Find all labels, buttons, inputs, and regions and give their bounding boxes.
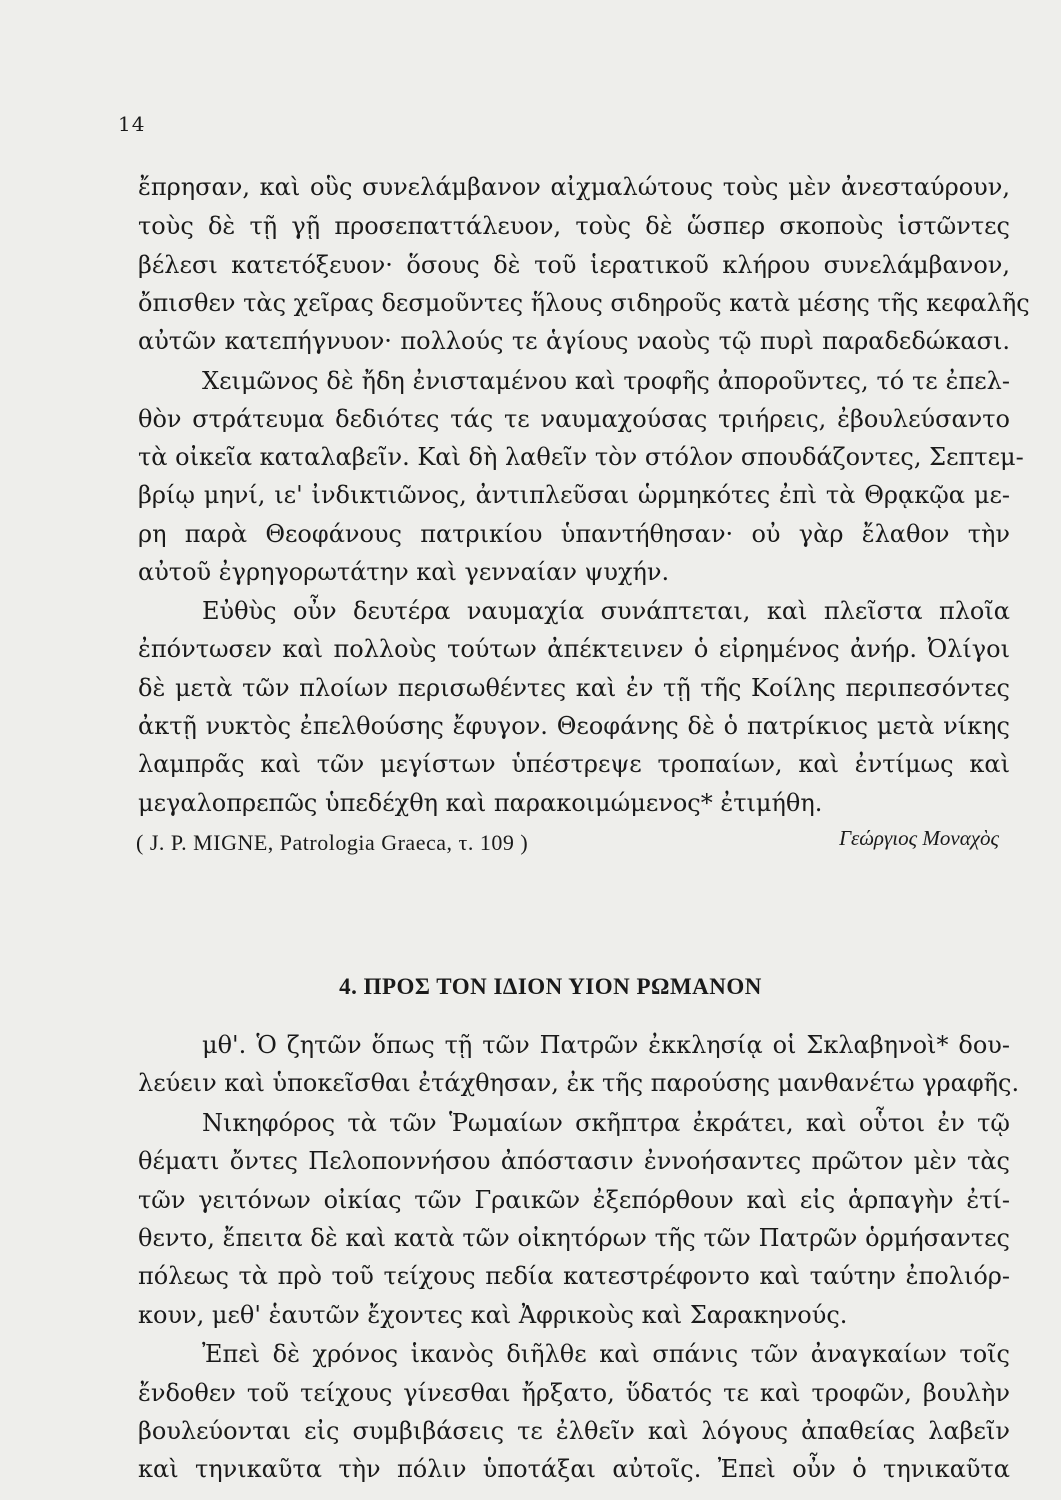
text-line: αὐτῶν κατεπήγνυον· πολλούς τε ἁγίους ναοὺς τῷ πυρὶ παραδεδώκασι. xyxy=(138,327,1010,355)
text-line: ἐπόντωσεν καὶ πολλοὺς τούτων ἀπέκτεινεν ὁ εἰρημένος ἀνήρ. Ὀλίγοι xyxy=(138,635,1010,663)
page-number: 14 xyxy=(118,112,146,136)
text-line: αὐτοῦ ἐγρηγορωτάτην καὶ γενναίαν ψυχήν. xyxy=(138,558,670,586)
text-line: Νικηφόρος τὰ τῶν Ῥωμαίων σκῆπτρα ἐκράτει, καὶ οὗτοι ἐν τῷ xyxy=(202,1109,1010,1137)
text-line: θέματι ὄντες Πελοποννήσου ἀπόστασιν ἐννοήσαντες πρῶτον μὲν τὰς xyxy=(138,1147,1010,1175)
text-line: βρίῳ μηνί, ιε' ἰνδικτιῶνος, ἀντιπλεῦσαι ὡρμηκότες ἐπὶ τὰ Θρᾳκῷα με- xyxy=(138,481,1010,509)
text-line: ἔπρησαν, καὶ οὓς συνελάμβανον αἰχμαλώτους τοὺς μὲν ἀνεσταύρουν, xyxy=(138,173,1010,201)
text-line: Χειμῶνος δὲ ἤδη ἐνισταμένου καὶ τροφῆς ἀποροῦντες, τό τε ἐπελ- xyxy=(202,367,1010,395)
text-line: τὰ οἰκεῖα καταλαβεῖν. Καὶ δὴ λαθεῖν τὸν στόλον σπουδάζοντες, Σεπτεμ- xyxy=(138,443,1024,471)
text-line: λεύειν καὶ ὑποκεῖσθαι ἐτάχθησαν, ἐκ τῆς παρούσης μανθανέτω γραφῆς. xyxy=(138,1069,1020,1097)
text-line: μθ'. Ὁ ζητῶν ὅπως τῇ τῶν Πατρῶν ἐκκλησίᾳ οἱ Σκλαβηνοὶ* δου- xyxy=(202,1031,1010,1059)
text-line: ἀκτῇ νυκτὸς ἐπελθούσης ἔφυγον. Θεοφάνης δὲ ὁ πατρίκιος μετὰ νίκης xyxy=(138,712,1010,740)
text-line: κουν, μεθ' ἑαυτῶν ἔχοντες καὶ Ἀφρικοὺς καὶ Σαρακηνούς. xyxy=(138,1301,848,1329)
text-line: ἔνδοθεν τοῦ τείχους γίνεσθαι ἤρξατο, ὕδατός τε καὶ τροφῶν, βουλὴν xyxy=(138,1379,1010,1407)
text-line: βέλεσι κατετόξευον· ὅσους δὲ τοῦ ἱερατικοῦ κλήρου συνελάμβανον, xyxy=(138,251,1010,279)
text-line: καὶ τηνικαῦτα τὴν πόλιν ὑποτάξαι αὐτοῖς. Ἐπεὶ οὖν ὁ τηνικαῦτα xyxy=(138,1455,1010,1483)
text-line: Ἐπεὶ δὲ χρόνος ἱκανὸς διῆλθε καὶ σπάνις τῶν ἀναγκαίων τοῖς xyxy=(202,1340,1010,1368)
text-line: μεγαλοπρεπῶς ὑπεδέχθη καὶ παρακοιμώμενος* ἐτιμήθη. xyxy=(138,789,823,817)
author-signature: Γεώργιος Μοναχὸς xyxy=(839,826,999,850)
section-heading: 4. ΠΡΟΣ ΤΟΝ ΙΔΙΟΝ ΥΙΟΝ ΡΩΜΑΝΟΝ xyxy=(339,974,762,999)
text-line: τῶν γειτόνων οἰκίας τῶν Γραικῶν ἐξεπόρθουν καὶ εἰς ἁρπαγὴν ἐτί- xyxy=(138,1186,1010,1214)
text-line: δὲ μετὰ τῶν πλοίων περισωθέντες καὶ ἐν τῇ τῆς Κοίλης περιπεσόντες xyxy=(138,674,1010,702)
text-line: τοὺς δὲ τῇ γῇ προσεπαττάλευον, τοὺς δὲ ὥσπερ σκοποὺς ἱστῶντες xyxy=(138,212,1010,240)
text-line: Εὐθὺς οὖν δευτέρα ναυμαχία συνάπτεται, καὶ πλεῖστα πλοῖα xyxy=(202,597,1010,625)
text-line: θεντο, ἔπειτα δὲ καὶ κατὰ τῶν οἰκητόρων τῆς τῶν Πατρῶν ὁρμήσαντες xyxy=(138,1224,1010,1252)
source-citation: ( J. P. MIGNE, Patrologia Graeca, τ. 109 ) xyxy=(136,830,529,855)
text-line: βουλεύονται εἰς συμβιβάσεις τε ἐλθεῖν καὶ λόγους ἀπαθείας λαβεῖν xyxy=(138,1417,1010,1445)
text-line: πόλεως τὰ πρὸ τοῦ τείχους πεδία κατεστρέφοντο καὶ ταύτην ἐπολιόρ- xyxy=(138,1262,1010,1290)
text-line: θὸν στράτευμα δεδιότες τάς τε ναυμαχούσας τριήρεις, ἐβουλεύσαντο xyxy=(138,405,1010,433)
text-line: ρη παρὰ Θεοφάνους πατρικίου ὑπαντήθησαν· οὐ γὰρ ἔλαθον τὴν xyxy=(138,520,1010,548)
text-line: λαμπρᾶς καὶ τῶν μεγίστων ὑπέστρεψε τροπαίων, καὶ ἐντίμως καὶ xyxy=(138,750,1010,778)
text-line: ὄπισθεν τὰς χεῖρας δεσμοῦντες ἥλους σιδηροῦς κατὰ μέσης τῆς κεφαλῆς xyxy=(138,289,1030,317)
